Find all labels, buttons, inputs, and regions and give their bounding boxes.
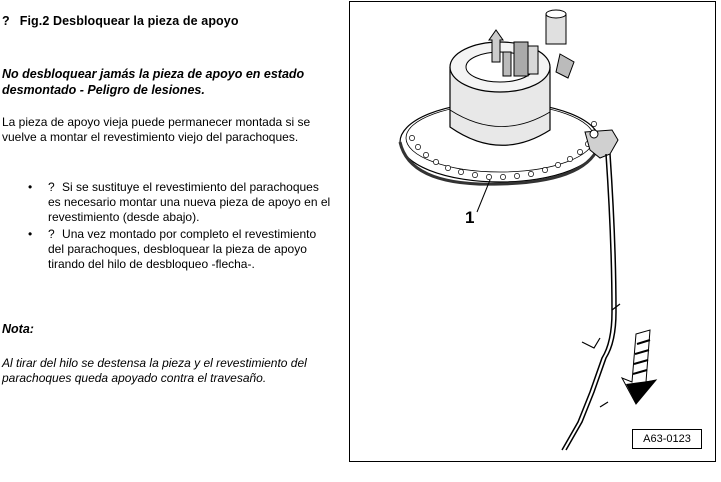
bullet-dot: •: [28, 180, 33, 194]
callout-number: 1: [465, 208, 475, 227]
bullet-marker: ?: [48, 227, 55, 241]
instruction-list: [28, 180, 333, 274]
figure-heading: [2, 14, 239, 28]
note-label: Nota:: [2, 322, 34, 336]
bullet-text: Una vez montado por completo el revestimiento del parachoques, desbloquear la pieza de apoyo tirando del hilo de desbloqueo -flecha-.: [48, 227, 317, 271]
bullet-text: Si se sustituye el revestimiento del parachoques es necesario montar una nueva pieza de apoyo en el revestimiento (desde abajo).: [48, 180, 331, 224]
note-text: Al tirar del hilo se destensa la pieza y el revestimiento del parachoques queda apoyado contra el travesaño.: [2, 356, 307, 385]
figure-illustration: [349, 1, 716, 462]
pull-arrow-icon: [622, 330, 656, 404]
bullet-marker: ?: [48, 180, 55, 194]
support-piece-drawing: [350, 2, 717, 463]
figure-code: A63-0123: [632, 429, 702, 449]
bullet-dot: •: [28, 227, 33, 241]
heading-marker: ?: [2, 14, 10, 28]
warning-text: No desbloquear jamás la pieza de apoyo en estado desmontado - Peligro de lesiones.: [2, 67, 305, 97]
info-paragraph: La pieza de apoyo vieja puede permanecer montada si se vuelve a montar el revestimiento viejo del parachoques.: [2, 115, 311, 144]
release-wire: [562, 154, 620, 450]
heading-title: Fig.2 Desbloquear la pieza de apoyo: [19, 14, 239, 28]
list-item: [28, 180, 333, 225]
list-item: [28, 227, 333, 272]
